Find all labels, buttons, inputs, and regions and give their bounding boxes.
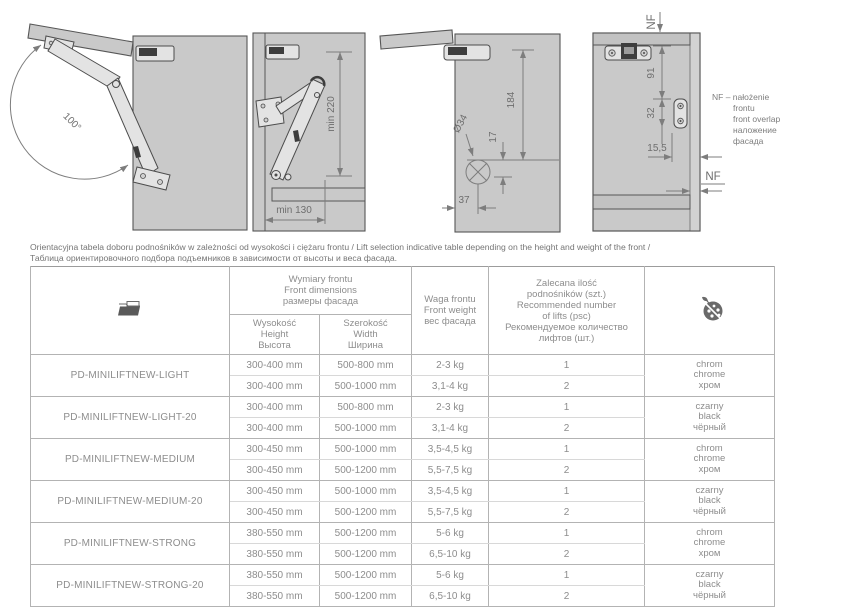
cabinet-body	[455, 34, 560, 232]
weight-value: 6,5-10 kg	[412, 544, 489, 565]
panel-edge	[690, 33, 700, 231]
open-flap	[380, 30, 453, 49]
height-value: 380-550 mm	[230, 565, 320, 586]
offset-17-label: 17	[488, 131, 499, 143]
angle-label: 100°	[60, 111, 83, 134]
height-value: 300-400 mm	[230, 376, 320, 397]
product-name: PD-MINILIFTNEW-STRONG-20	[31, 565, 230, 607]
width-column-header: Szerokość Width Ширина	[320, 315, 412, 355]
open-flap	[28, 24, 133, 56]
width-value: 500-1200 mm	[320, 523, 412, 544]
height-column-header: Wysokość Height Высота	[230, 315, 320, 355]
weight-value: 2-3 kg	[412, 397, 489, 418]
height-value: 300-450 mm	[230, 481, 320, 502]
weight-value: 6,5-10 kg	[412, 586, 489, 607]
width-value: 500-1200 mm	[320, 502, 412, 523]
cabinet-body	[133, 36, 247, 230]
dim-15-5-label: 15,5	[647, 143, 667, 154]
product-name: PD-MINILIFTNEW-MEDIUM	[31, 439, 230, 481]
table-caption	[30, 242, 820, 264]
height-value: 300-450 mm	[230, 439, 320, 460]
count-value: 2	[489, 544, 645, 565]
front-dimensions-header: Wymiary frontu Front dimensions размеры фасада	[230, 267, 412, 315]
nf-note-line: наложение	[733, 125, 777, 135]
width-value: 500-1200 mm	[320, 544, 412, 565]
bottom-rail	[593, 195, 690, 209]
count-value: 2	[489, 418, 645, 439]
weight-value: 3,1-4 kg	[412, 376, 489, 397]
nf-note-line: NF – nałożenie	[712, 92, 770, 102]
width-value: 500-800 mm	[320, 397, 412, 418]
weight-value: 3,1-4 kg	[412, 418, 489, 439]
ladybug-icon	[694, 292, 726, 324]
weight-value: 5-6 kg	[412, 523, 489, 544]
color-value: chrom chrome хром	[645, 523, 775, 565]
count-value: 2	[489, 376, 645, 397]
width-value: 500-1000 mm	[320, 439, 412, 460]
count-value: 1	[489, 481, 645, 502]
folder-icon	[117, 300, 143, 317]
diagram-front-overlap	[593, 12, 781, 231]
depth-37-label: 37	[458, 195, 470, 206]
top-rail	[593, 33, 690, 45]
count-value: 1	[489, 355, 645, 376]
count-value: 1	[489, 523, 645, 544]
height-value: 380-550 mm	[230, 544, 320, 565]
diagram-open-angle	[10, 24, 247, 230]
product-name: PD-MINILIFTNEW-LIGHT-20	[31, 397, 230, 439]
color-value: czarny black чёрный	[645, 565, 775, 607]
nf-note-line: frontu	[733, 103, 755, 113]
count-value: 2	[489, 586, 645, 607]
width-value: 500-1000 mm	[320, 376, 412, 397]
diagram-drilling-position	[380, 30, 560, 232]
nf-note-line: фасада	[733, 136, 764, 146]
height-value: 300-400 mm	[230, 418, 320, 439]
height-value: 300-400 mm	[230, 397, 320, 418]
width-value: 500-800 mm	[320, 355, 412, 376]
width-value: 500-1200 mm	[320, 460, 412, 481]
nf-bottom-label: NF	[705, 171, 721, 183]
dim-32-label: 32	[646, 107, 657, 119]
count-value: 2	[489, 460, 645, 481]
lift-selection-table	[30, 266, 775, 607]
diagram-min-dimensions	[253, 33, 365, 231]
width-value: 500-1200 mm	[320, 586, 412, 607]
width-value: 500-1200 mm	[320, 565, 412, 586]
color-value: czarny black чёрный	[645, 397, 775, 439]
weight-value: 5,5-7,5 kg	[412, 460, 489, 481]
nf-top-label: NF	[646, 14, 658, 30]
height-184-label: 184	[506, 91, 517, 109]
weight-value: 3,5-4,5 kg	[412, 439, 489, 460]
color-value: chrom chrome хром	[645, 355, 775, 397]
height-value: 300-450 mm	[230, 460, 320, 481]
shelf	[272, 188, 365, 201]
width-value: 500-1000 mm	[320, 481, 412, 502]
weight-value: 2-3 kg	[412, 355, 489, 376]
height-value: 300-400 mm	[230, 355, 320, 376]
color-value: chrom chrome хром	[645, 439, 775, 481]
product-name: PD-MINILIFTNEW-LIGHT	[31, 355, 230, 397]
technical-drawings	[0, 0, 847, 240]
height-value: 380-550 mm	[230, 586, 320, 607]
weight-value: 5,5-7,5 kg	[412, 502, 489, 523]
count-value: 1	[489, 397, 645, 418]
count-value: 2	[489, 502, 645, 523]
product-name: PD-MINILIFTNEW-MEDIUM-20	[31, 481, 230, 523]
color-value: czarny black чёрный	[645, 481, 775, 523]
weight-column-header: Waga frontu Front weight вес фасада	[412, 267, 489, 355]
min-height-label: min 220	[326, 96, 337, 132]
diameter-label: Ø34	[451, 112, 471, 135]
weight-value: 3,5-4,5 kg	[412, 481, 489, 502]
caption-line-1: Orientacyjna tabela doboru podnośników w zależności od wysokości i ciężaru frontu / Lift selection indicative table depending on the height and weight of the front /	[30, 242, 651, 252]
height-value: 380-550 mm	[230, 523, 320, 544]
caption-line-2: Таблица ориентировочного подбора подъемников в зависимости от высоты и веса фасада.	[30, 253, 397, 263]
nf-note-line: front overlap	[733, 114, 781, 124]
width-value: 500-1000 mm	[320, 418, 412, 439]
color-column-header	[645, 267, 775, 355]
product-name: PD-MINILIFTNEW-STRONG	[31, 523, 230, 565]
dim-91-label: 91	[646, 67, 657, 79]
count-column-header: Zalecana ilość podnośników (szt.) Recommended number of lifts (psc) Рекомендуемое количество лифтов (шт.)	[489, 267, 645, 355]
min-depth-label: min 130	[276, 205, 312, 216]
product-column-header	[31, 267, 230, 355]
weight-value: 5-6 kg	[412, 565, 489, 586]
count-value: 1	[489, 565, 645, 586]
count-value: 1	[489, 439, 645, 460]
height-value: 300-450 mm	[230, 502, 320, 523]
